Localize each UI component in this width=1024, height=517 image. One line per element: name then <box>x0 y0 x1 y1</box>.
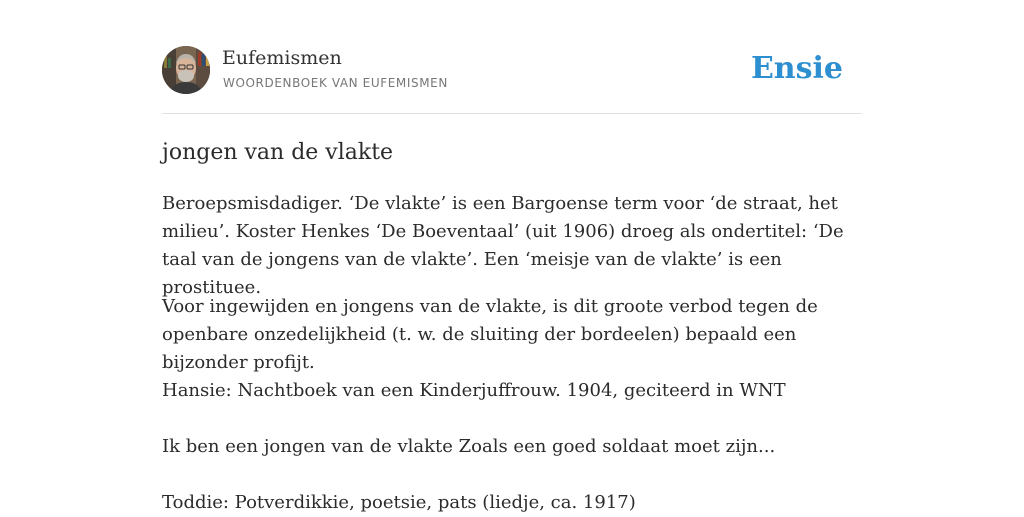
entry-paragraph: Beroepsmisdadiger. ‘De vlakte’ is een Bargoense term voor ‘de straat, het milieu’. Koster Henkes ‘De Boeventaal’ (uit 1906) droeg als ondertitel: ‘De taal van de jongens van de vlakte’. Een ‘meisje van de vlakte’ is een prostituee. <box>162 193 844 298</box>
brand-logo[interactable]: Ensie <box>750 51 843 86</box>
portrait-avatar-icon <box>162 46 210 94</box>
author-name[interactable]: Eufemismen <box>222 47 342 69</box>
article-page <box>162 0 862 513</box>
entry-quote-source: Hansie: Nachtboek van een Kinderjuffrouw. 1904, geciteerd in WNT <box>162 380 786 401</box>
page-header <box>162 0 862 114</box>
entry-quote: Ik ben een jongen van de vlakte Zoals een goed soldaat moet zijn... <box>162 436 776 457</box>
entry-quote-source: Toddie: Potverdikkie, poetsie, pats (liedje, ca. 1917) <box>162 492 636 513</box>
author-subtitle[interactable]: WOORDENBOEK VAN EUFEMISMEN <box>223 76 448 90</box>
entry-title: jongen van de vlakte <box>162 140 394 165</box>
author-avatar[interactable] <box>162 46 210 94</box>
entry-quote: Voor ingewijden en jongens van de vlakte, is dit groote verbod tegen de openbare onzedelijkheid (t. w. de sluiting der bordeelen) bepaald een bijzonder profijt. <box>162 296 818 373</box>
